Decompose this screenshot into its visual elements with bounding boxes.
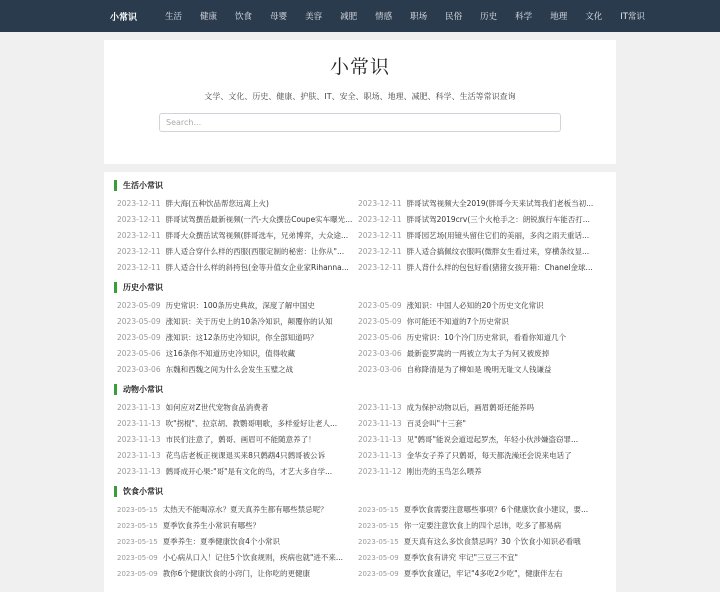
article-date: 2023-05-09 [117,570,158,578]
article-link[interactable]: 花鸟店老板正视课退买来8只鹩鹉4只鹩哥被公诉 [165,451,326,460]
article-item[interactable] [355,196,593,212]
article-date: 2023-11-13 [358,403,402,412]
article-link[interactable]: 成为保护动物以后，画眉鹩哥还能养吗 [406,403,535,412]
article-link[interactable]: 市民们注意了，鹩哥、画眉可不能随意养了！ [165,435,316,444]
nav-link[interactable]: 饮食 [235,12,253,22]
article-item[interactable] [114,416,352,432]
article-date: 2023-11-13 [117,435,161,444]
article-date: 2023-11-13 [358,435,402,444]
article-link[interactable]: 胖哥园艺场(用镜头留住它们的美丽，多肉之雨天重话... [406,231,590,240]
article-date: 2023-12-11 [117,199,161,208]
article-link[interactable]: 胖人适合搞佩纹衣服吗(微胖女生看过来，穿横条纹显... [406,247,590,256]
article-link[interactable]: 夏季饮食养生小常识有哪些？ [162,521,261,530]
article-date: 2023-11-13 [117,451,161,460]
article-date: 2023-05-15 [117,538,158,546]
article-date: 2023-05-09 [358,570,399,578]
article-item[interactable] [114,260,352,276]
article-link[interactable]: 胖哥试驾撰岳最新视频(一汽-大众撰岳Coupe实车曝光... [165,215,353,224]
article-item[interactable] [114,432,352,448]
article-date: 2023-05-06 [358,333,402,342]
article-item[interactable] [114,212,352,228]
article-item[interactable] [114,550,352,566]
article-date: 2023-03-06 [358,365,402,374]
article-item[interactable] [355,502,593,518]
nav-link[interactable]: 母婴 [270,12,288,22]
article-link[interactable]: 历史常识：10个冷门历史常识，看看你知道几个 [406,333,567,342]
article-link[interactable]: 东魏和西魏之间为什么会发生玉璧之战 [165,365,294,374]
category-section [114,384,606,480]
article-item[interactable] [355,550,593,566]
article-item[interactable] [114,400,352,416]
article-item[interactable] [355,432,593,448]
article-link[interactable]: 胖大海(五种饮品帮您远离上火) [165,199,269,208]
article-date: 2023-12-11 [117,263,161,272]
article-link[interactable]: 胖人适合什么样的斜挎包(金等升值女企业家Rihanna... [165,263,349,272]
article-item[interactable] [114,448,352,464]
site-title: 小常识 [329,56,390,78]
article-item[interactable] [114,502,352,518]
article-link[interactable]: 刚出壳的玉鸟怎么喂养 [406,467,482,476]
article-item[interactable] [114,534,352,550]
article-link[interactable]: 胖哥大众撰岳试驾视频(胖哥选车，兄弟博弈，大众途... [165,231,349,240]
article-date: 2023-12-11 [358,199,402,208]
category-section [114,282,606,378]
section-title[interactable]: 生活小常识 [114,180,606,191]
nav-link[interactable]: 文化 [585,12,603,22]
article-item[interactable] [355,400,593,416]
article-link[interactable]: 如何应对Z世代宠物食品消费者 [165,403,269,412]
article-date: 2023-05-15 [117,522,158,530]
article-date: 2023-05-09 [117,301,161,310]
nav-link[interactable]: 历史 [480,12,498,22]
article-date: 2023-11-12 [358,467,402,476]
article-date: 2023-12-11 [358,263,402,272]
article-list [114,298,606,378]
article-date: 2023-05-15 [117,506,158,514]
article-date: 2023-05-15 [358,506,399,514]
search-input[interactable] [159,113,561,132]
article-link[interactable]: 涨知识：关于历史上的10条冷知识，颠覆你的认知 [165,317,333,326]
article-link[interactable]: 涨知识：中国人必知的20个历史文化常识 [406,301,544,310]
article-item[interactable] [114,196,352,212]
article-item[interactable] [355,448,593,464]
article-date: 2023-11-13 [117,419,161,428]
article-item[interactable] [114,330,352,346]
nav-link[interactable]: 健康 [200,12,218,22]
article-item[interactable] [355,330,593,346]
article-link[interactable]: 胖哥试驾2019crv(三个火枪手之：朗锐旗行车能否打... [406,215,590,224]
article-date: 2023-11-13 [117,467,161,476]
article-link[interactable]: 胖人背什么样的包包好看(猪猪女孩开箱：Chanel金球... [406,263,593,272]
article-item[interactable] [355,260,593,276]
article-date: 2023-11-13 [117,403,161,412]
article-link[interactable]: 金华女子养了只鹩哥，每天都洗澡还会说来电话了 [406,451,572,460]
article-item[interactable] [355,314,593,330]
article-link[interactable]: 自称降清是为了柳如是 晚明无耻文人钱谦益 [406,365,552,374]
article-item[interactable] [355,212,593,228]
article-item[interactable] [355,416,593,432]
section-title[interactable]: 历史小常识 [114,282,606,293]
nav-link[interactable]: 科学 [515,12,533,22]
article-link[interactable]: 小心病从口入！记住5个饮食规则，疾病也就"进不来... [162,553,344,562]
article-link[interactable]: 你一定要注意饮食上的四个忌讳，吃多了都易病 [403,521,562,530]
nav-link[interactable]: 职场 [410,12,428,22]
nav-link[interactable]: 民俗 [445,12,463,22]
section-title[interactable]: 动物小常识 [114,384,606,395]
article-item[interactable] [114,346,352,362]
nav-link[interactable]: 减肥 [340,12,358,22]
category-section [114,486,606,582]
article-item[interactable] [114,464,352,480]
article-item[interactable] [114,566,352,582]
article-link[interactable]: 夏季饮食有讲究 牢记"三豆三不宜" [403,553,518,562]
nav-link[interactable]: 生活 [165,12,183,22]
article-item[interactable] [114,314,352,330]
article-link[interactable]: 百灵会叫"十三套" [406,419,466,428]
article-date: 2023-05-09 [117,554,158,562]
article-item[interactable] [355,362,593,378]
category-section [114,180,606,276]
article-date: 2023-03-06 [117,365,161,374]
article-link[interactable]: 鹩哥成开心果:"哥"是有文化的鸟，才艺大多自学... [165,467,333,476]
article-item[interactable] [355,228,593,244]
article-date: 2023-05-09 [358,317,402,326]
article-item[interactable] [114,518,352,534]
top-navbar [0,0,720,32]
nav-link[interactable]: 美容 [305,12,323,22]
article-date: 2023-05-15 [358,522,399,530]
nav-links [165,10,663,22]
article-item[interactable] [114,228,352,244]
article-date: 2023-12-11 [117,247,161,256]
article-link[interactable]: 涨知识：这12条历史冷知识，你全部知道吗？ [165,333,318,342]
article-item[interactable] [355,464,593,480]
article-date: 2023-12-11 [117,231,161,240]
section-title[interactable]: 饮食小常识 [114,486,606,497]
nav-link[interactable]: 情感 [375,12,393,22]
article-item[interactable] [114,362,352,378]
content-panel [104,172,616,592]
article-link[interactable]: 这16条你不知道历史冷知识，值得收藏 [165,349,296,358]
article-date: 2023-12-11 [358,215,402,224]
article-list [114,502,606,582]
article-link[interactable]: 夏天真有这么多饮食禁忌吗？30 个饮食小知识必看哦 [403,537,581,546]
article-date: 2023-11-13 [358,419,402,428]
article-link[interactable]: 夏季养生：夏季健康饮食4个小常识 [162,537,280,546]
article-link[interactable]: 见"鹩哥"能说会道逗起罗杰，年轻小伙涉嫌盗窃罪... [406,435,579,444]
article-item[interactable] [355,244,593,260]
nav-link[interactable]: IT常识 [620,12,645,22]
article-item[interactable] [355,534,593,550]
article-link[interactable]: 太热天不能喝凉水？夏天真养生都有哪些禁忌呢？ [162,505,328,514]
article-date: 2023-05-09 [358,301,402,310]
article-date: 2023-12-11 [117,215,161,224]
article-item[interactable] [114,244,352,260]
article-link[interactable]: 夏季饮食需要注意哪些事项？6个健康饮食小建议，要... [403,505,589,514]
site-subtitle: 文学、文化、历史、健康、护肤、IT、安全、职场、地理、减肥、科学、生活等常识查询 [204,92,516,101]
article-link[interactable]: 你可能还不知道的7个历史常识 [406,317,509,326]
article-item[interactable] [114,298,352,314]
article-link[interactable]: 教你6个健康饮食的小窍门，让你吃的更健康 [162,569,310,578]
article-date: 2023-05-06 [117,349,161,358]
article-item[interactable] [355,518,593,534]
nav-link[interactable]: 地理 [550,12,568,22]
article-date: 2023-05-15 [358,538,399,546]
article-item[interactable] [355,298,593,314]
article-link[interactable]: 历史常识：100条历史典故，深度了解中国史 [165,301,315,310]
article-date: 2023-05-09 [117,317,161,326]
article-list [114,196,606,276]
article-date: 2023-05-09 [358,554,399,562]
article-item[interactable] [355,566,593,582]
article-link[interactable]: 吹"拐棍"、拉京胡、教鹦哥唱歌，多样爱好让老人... [165,419,338,428]
article-link[interactable]: 夏季饮食谨记，牢记"4多吃2少吃"，健康伴左右 [403,569,563,578]
article-list [114,400,606,480]
hero-panel [104,40,616,164]
article-link[interactable]: 胖哥试驾视频大全2019(胖哥今天来试驾我们老板当初... [406,199,594,208]
article-link[interactable]: 胖人适合穿什么样的西服(西服定制的秘密：让你从"... [165,247,345,256]
article-date: 2023-03-06 [358,349,402,358]
article-item[interactable] [355,346,593,362]
article-date: 2023-11-13 [358,451,402,460]
brand-logo-link[interactable]: 小常识 [110,12,138,23]
article-date: 2023-05-09 [117,333,161,342]
article-date: 2023-12-11 [358,231,402,240]
article-date: 2023-12-11 [358,247,402,256]
article-link[interactable]: 最新瓷罗嵩的一两被立为太子为何又被废掉 [406,349,550,358]
